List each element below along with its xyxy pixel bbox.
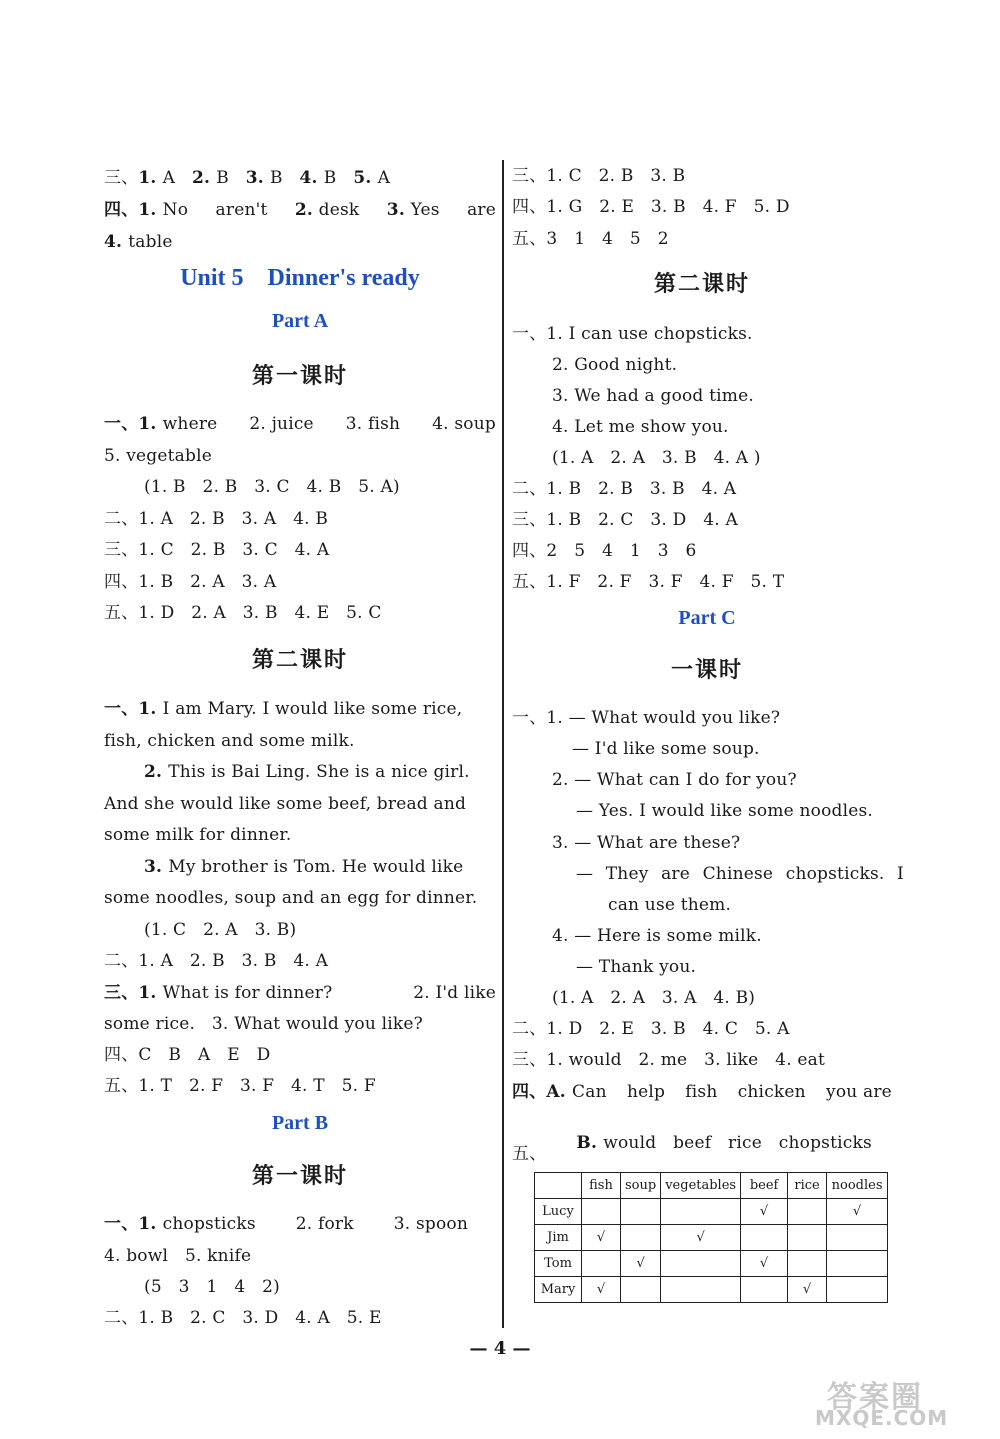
answer-line: 4. Let me show you. bbox=[552, 417, 729, 437]
table-cell bbox=[621, 1225, 661, 1251]
table-cell: Lucy bbox=[535, 1199, 582, 1225]
answer-line: 4. table bbox=[104, 232, 173, 252]
table-cell bbox=[788, 1199, 827, 1225]
answer-line: fish, chicken and some milk. bbox=[104, 731, 355, 751]
answer-line: 3. My brother is Tom. He would like bbox=[144, 857, 464, 877]
table-cell bbox=[827, 1251, 888, 1277]
answer-line: 四、1. No aren't 2. desk 3. Yes are bbox=[104, 200, 496, 220]
part-heading: Part A bbox=[271, 310, 329, 332]
answer-line: 四、C B A E D bbox=[104, 1045, 271, 1065]
answer-line: (5 3 1 4 2) bbox=[144, 1277, 280, 1297]
table-cell bbox=[741, 1277, 788, 1303]
watermark-url: MXQE.COM bbox=[815, 1406, 949, 1430]
table-header-cell: beef bbox=[741, 1173, 788, 1199]
lesson-heading: 一课时 bbox=[670, 658, 743, 683]
answer-line: 一、1. chopsticks 2. fork 3. spoon bbox=[104, 1214, 468, 1234]
answer-line: (1. A 2. A 3. A 4. B) bbox=[552, 988, 756, 1008]
answer-line: 一、1. where 2. juice 3. fish 4. soup bbox=[104, 414, 496, 434]
watermark-logo bbox=[785, 1372, 990, 1432]
answer-line: 三、1. would 2. me 3. like 4. eat bbox=[512, 1050, 826, 1070]
answer-line: B. would beef rice chopsticks bbox=[576, 1133, 872, 1153]
lesson-heading: 第一课时 bbox=[251, 364, 348, 389]
table-cell bbox=[661, 1277, 741, 1303]
table-cell: √ bbox=[582, 1225, 621, 1251]
food-preference-table bbox=[534, 1172, 888, 1303]
answer-line: 4. bowl 5. knife bbox=[104, 1246, 252, 1266]
answer-line: 五、1. T 2. F 3. F 4. T 5. F bbox=[104, 1076, 376, 1096]
lesson-heading: 第二课时 bbox=[251, 648, 348, 673]
table-cell: Mary bbox=[535, 1277, 582, 1303]
table-cell bbox=[582, 1251, 621, 1277]
answer-line: 一、1. I am Mary. I would like some rice, bbox=[104, 699, 463, 719]
table-row bbox=[535, 1277, 888, 1303]
table-cell bbox=[827, 1225, 888, 1251]
lesson-heading: 第二课时 bbox=[653, 272, 750, 297]
table-cell: √ bbox=[661, 1225, 741, 1251]
table-cell: Tom bbox=[535, 1251, 582, 1277]
answer-line: 三、1. C 2. B 3. B bbox=[512, 166, 686, 186]
answer-line: 二、1. A 2. B 3. A 4. B bbox=[104, 509, 329, 529]
answer-line: (1. B 2. B 3. C 4. B 5. A) bbox=[144, 477, 400, 497]
answer-line: some noodles, soup and an egg for dinner. bbox=[104, 888, 478, 908]
table-header-cell: vegetables bbox=[661, 1173, 741, 1199]
answer-line: 五、 bbox=[512, 1144, 547, 1164]
table-cell bbox=[788, 1225, 827, 1251]
table-row bbox=[535, 1225, 888, 1251]
table-header-cell bbox=[535, 1173, 582, 1199]
table-cell: √ bbox=[621, 1251, 661, 1277]
table-cell: √ bbox=[788, 1277, 827, 1303]
table-row bbox=[535, 1199, 888, 1225]
table-cell: √ bbox=[741, 1199, 788, 1225]
answer-line: 一、1. — What would you like? bbox=[512, 708, 781, 728]
table-header-cell: noodles bbox=[827, 1173, 888, 1199]
answer-line: 一、1. I can use chopsticks. bbox=[512, 324, 753, 344]
answer-line: 五、3 1 4 5 2 bbox=[512, 229, 669, 249]
table-header-cell: fish bbox=[582, 1173, 621, 1199]
answer-line: — They are Chinese chopsticks. I bbox=[576, 864, 904, 884]
part-heading: Part B bbox=[271, 1112, 329, 1134]
answer-line: 二、1. A 2. B 3. B 4. A bbox=[104, 951, 329, 971]
answer-line: 三、1. A 2. B 3. B 4. B 5. A bbox=[104, 168, 391, 188]
answer-line: 三、1. B 2. C 3. D 4. A bbox=[512, 510, 738, 530]
table-cell bbox=[788, 1251, 827, 1277]
answer-line: 四、1. B 2. A 3. A bbox=[104, 572, 277, 592]
table-cell bbox=[621, 1199, 661, 1225]
table-cell: √ bbox=[827, 1199, 888, 1225]
answer-line: 三、1. What is for dinner? 2. I'd like bbox=[104, 983, 496, 1003]
answer-line: can use them. bbox=[608, 895, 732, 915]
answer-line: 4. — Here is some milk. bbox=[552, 926, 762, 946]
answer-line: — Yes. I would like some noodles. bbox=[576, 801, 874, 821]
answer-line: 2. Good night. bbox=[552, 355, 678, 375]
table-cell: √ bbox=[741, 1251, 788, 1277]
answer-line: 四、1. G 2. E 3. B 4. F 5. D bbox=[512, 197, 790, 217]
table-header-row bbox=[535, 1173, 888, 1199]
answer-line: 四、A. Can help fish chicken you are bbox=[512, 1082, 892, 1102]
answer-line: some rice. 3. What would you like? bbox=[104, 1014, 423, 1034]
table-cell: Jim bbox=[535, 1225, 582, 1251]
unit-title: Unit 5 Dinner's ready bbox=[180, 265, 420, 291]
answer-line: 2. This is Bai Ling. She is a nice girl. bbox=[144, 762, 470, 782]
answer-line: 3. We had a good time. bbox=[552, 386, 754, 406]
answer-line: 二、1. B 2. C 3. D 4. A 5. E bbox=[104, 1308, 382, 1328]
answer-line: 二、1. D 2. E 3. B 4. C 5. A bbox=[512, 1019, 790, 1039]
part-heading: Part C bbox=[678, 607, 736, 629]
table-cell bbox=[661, 1251, 741, 1277]
table-header-cell: rice bbox=[788, 1173, 827, 1199]
answer-line: (1. A 2. A 3. B 4. A ) bbox=[552, 448, 761, 468]
table-cell bbox=[827, 1277, 888, 1303]
answer-line: 二、1. B 2. B 3. B 4. A bbox=[512, 479, 737, 499]
answer-line: — Thank you. bbox=[576, 957, 697, 977]
table-row bbox=[535, 1251, 888, 1277]
answer-line: 3. — What are these? bbox=[552, 833, 741, 853]
table-header-cell: soup bbox=[621, 1173, 661, 1199]
table-cell bbox=[621, 1277, 661, 1303]
answer-line: 三、1. C 2. B 3. C 4. A bbox=[104, 540, 330, 560]
table-cell bbox=[741, 1225, 788, 1251]
answer-line: some milk for dinner. bbox=[104, 825, 292, 845]
answer-line: 5. vegetable bbox=[104, 446, 212, 466]
answer-line: 五、1. F 2. F 3. F 4. F 5. T bbox=[512, 572, 785, 592]
table-cell bbox=[661, 1199, 741, 1225]
watermark-text: 答案圈 bbox=[827, 1380, 923, 1415]
answer-line: (1. C 2. A 3. B) bbox=[144, 920, 297, 940]
answer-line: 四、2 5 4 1 3 6 bbox=[512, 541, 697, 561]
answer-line: — I'd like some soup. bbox=[572, 739, 760, 759]
column-divider bbox=[502, 160, 504, 1328]
table-cell: √ bbox=[582, 1277, 621, 1303]
page-number: — 4 — bbox=[469, 1338, 531, 1359]
table-cell bbox=[582, 1199, 621, 1225]
lesson-heading: 第一课时 bbox=[251, 1164, 348, 1189]
answer-line: 2. — What can I do for you? bbox=[552, 770, 797, 790]
answer-line: 五、1. D 2. A 3. B 4. E 5. C bbox=[104, 603, 382, 623]
answer-line: And she would like some beef, bread and bbox=[104, 794, 467, 814]
